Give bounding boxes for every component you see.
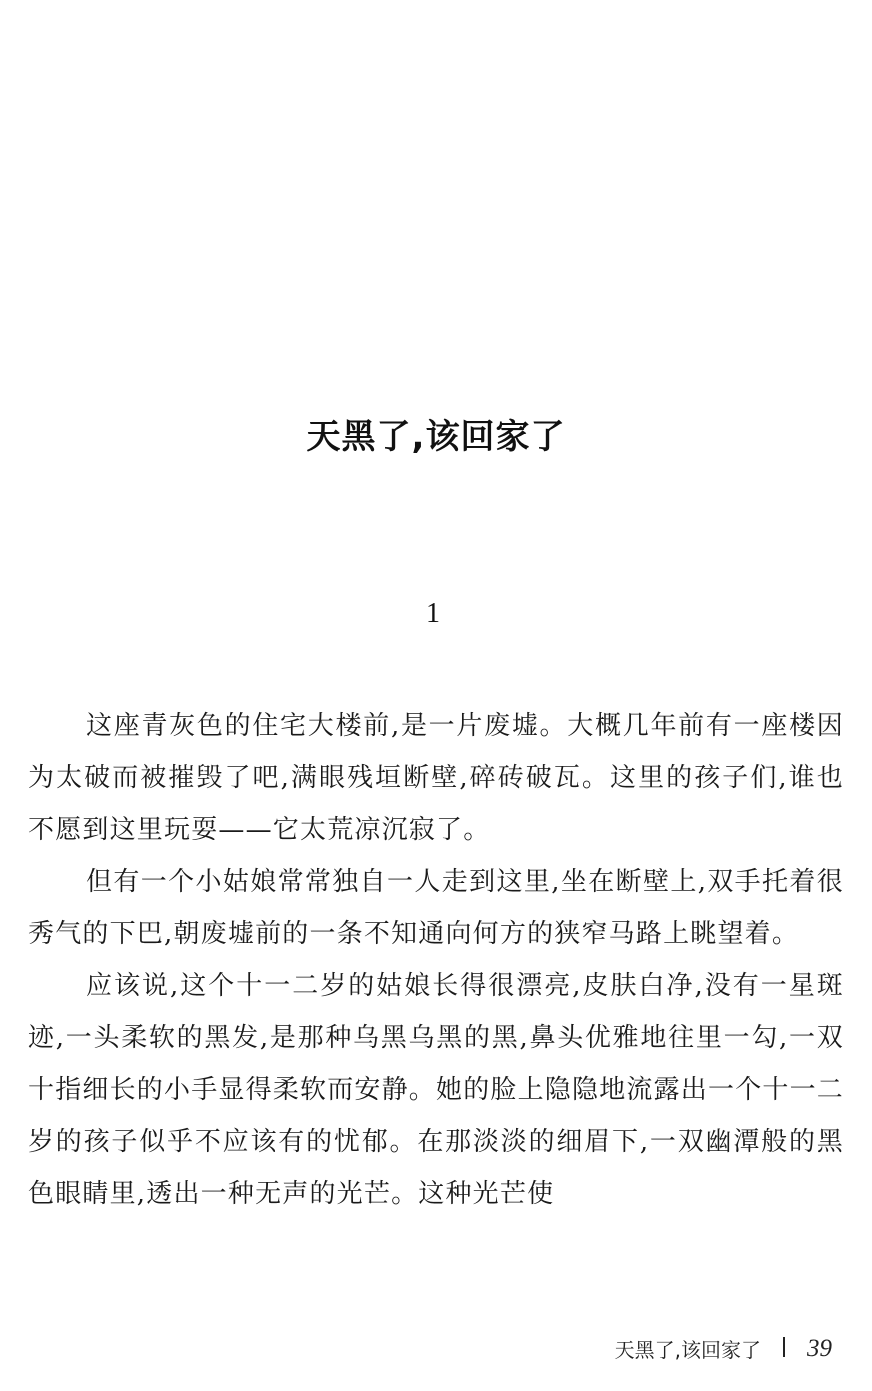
body-text — [28, 700, 844, 1220]
paragraph: 这座青灰色的住宅大楼前,是一片废墟。大概几年前有一座楼因为太破而被摧毁了吧,满眼残垣断壁,碎砖破瓦。这里的孩子们,谁也不愿到这里玩耍——它太荒凉沉寂了。 — [28, 711, 844, 845]
running-title: 天黑了,该回家了 — [614, 1338, 761, 1362]
section-number: 1 — [426, 598, 440, 629]
page-footer — [615, 1334, 832, 1363]
paragraph: 应该说,这个十一二岁的姑娘长得很漂亮,皮肤白净,没有一星斑迹,一头柔软的黑发,是那种乌黑乌黑的黑,鼻头优雅地往里一勾,一双十指细长的小手显得柔软而安静。她的脸上隐隐地流露出一个十一二岁的孩子似乎不应该有的忧郁。在那淡淡的细眉下,一双幽潭般的黑色眼睛里,透出一种无声的光芒。这种光芒使 — [28, 971, 845, 1209]
footer-separator — [783, 1337, 785, 1357]
page-number: 39 — [807, 1334, 832, 1362]
paragraph: 但有一个小姑娘常常独自一人走到这里,坐在断壁上,双手托着很秀气的下巴,朝废墟前的一条不知通向何方的狭窄马路上眺望着。 — [28, 867, 844, 949]
chapter-title: 天黑了,该回家了 — [306, 416, 566, 457]
